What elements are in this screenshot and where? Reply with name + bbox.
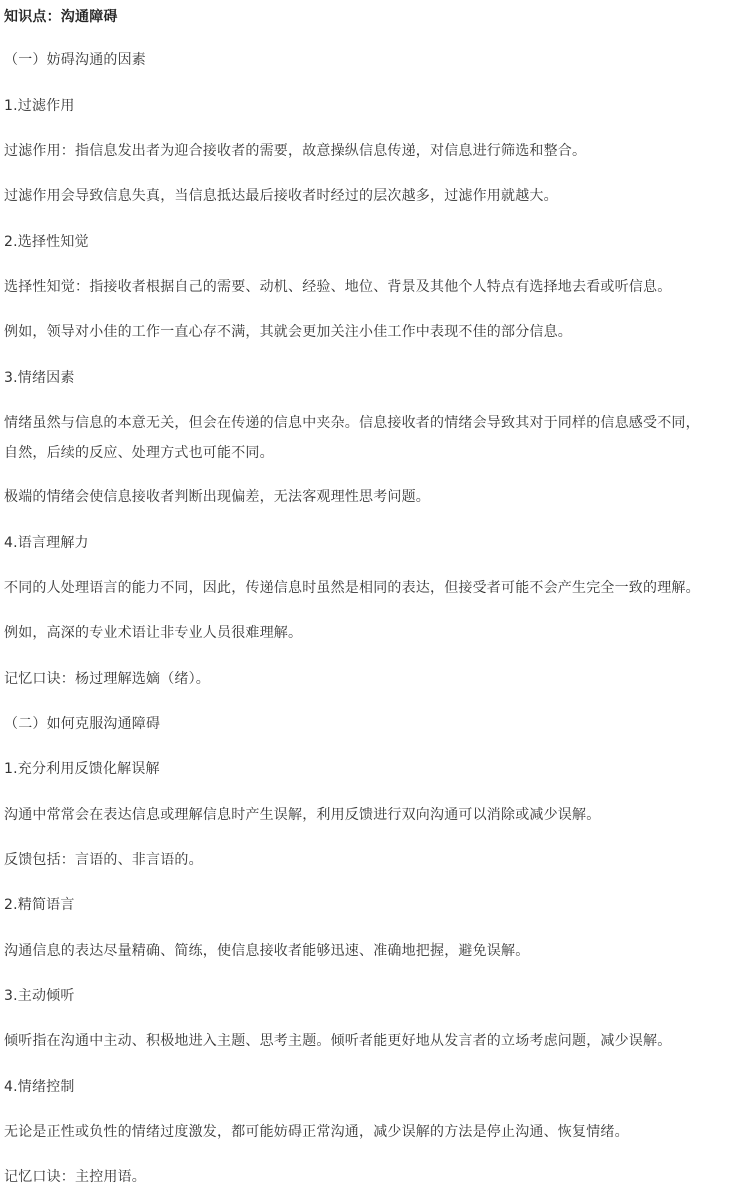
page-title: 知识点：沟通障碍 xyxy=(4,9,118,25)
mnemonic: 记忆口诀：杨过理解选嫡（绪）。 xyxy=(4,671,210,687)
subheading-active-listening: 3.主动倾听 xyxy=(4,988,75,1004)
subheading-selective-perception: 2.选择性知觉 xyxy=(4,234,89,250)
subheading-concise-language: 2.精简语言 xyxy=(4,897,75,913)
paragraph: 例如，领导对小佳的工作一直心存不满，其就会更加关注小佳工作中表现不佳的部分信息。 xyxy=(4,324,572,340)
paragraph: 不同的人处理语言的能力不同，因此，传递信息时虽然是相同的表达，但接受者可能不会产生完全一致的理解。 xyxy=(4,580,700,596)
paragraph: 选择性知觉：指接收者根据自己的需要、动机、经验、地位、背景及其他个人特点有选择地去看或听信息。 xyxy=(4,279,672,295)
paragraph: 倾听指在沟通中主动、积极地进入主题、思考主题。倾听者能更好地从发言者的立场考虑问题，减少误解。 xyxy=(4,1033,672,1049)
paragraph-continuation: 自然，后续的反应、处理方式也可能不同。 xyxy=(4,445,274,461)
subheading-emotion: 3.情绪因素 xyxy=(4,370,75,386)
mnemonic: 记忆口诀：主控用语。 xyxy=(4,1169,146,1185)
paragraph: 沟通中常常会在表达信息或理解信息时产生误解，利用反馈进行双向沟通可以消除或减少误解。 xyxy=(4,807,601,823)
paragraph: 无论是正性或负性的情绪过度激发，都可能妨碍正常沟通，减少误解的方法是停止沟通、恢复情绪。 xyxy=(4,1124,629,1140)
paragraph: 极端的情绪会使信息接收者判断出现偏差，无法客观理性思考问题。 xyxy=(4,489,430,505)
subheading-language: 4.语言理解力 xyxy=(4,535,89,551)
subheading-feedback: 1.充分利用反馈化解误解 xyxy=(4,761,160,777)
subheading-filtering: 1.过滤作用 xyxy=(4,98,75,114)
paragraph: 例如，高深的专业术语让非专业人员很难理解。 xyxy=(4,625,303,641)
paragraph: 情绪虽然与信息的本意无关，但会在传递的信息中夹杂。信息接收者的情绪会导致其对于同样的信息感受不同， xyxy=(4,415,700,431)
paragraph: 过滤作用：指信息发出者为迎合接收者的需要，故意操纵信息传递，对信息进行筛选和整合。 xyxy=(4,143,587,159)
paragraph: 反馈包括：言语的、非言语的。 xyxy=(4,852,203,868)
section-heading-factors: （一）妨碍沟通的因素 xyxy=(4,52,146,68)
section-heading-overcome: （二）如何克服沟通障碍 xyxy=(4,716,161,732)
paragraph: 沟通信息的表达尽量精确、简练，使信息接收者能够迅速、准确地把握，避免误解。 xyxy=(4,943,530,959)
paragraph: 过滤作用会导致信息失真，当信息抵达最后接收者时经过的层次越多，过滤作用就越大。 xyxy=(4,188,558,204)
subheading-emotion-control: 4.情绪控制 xyxy=(4,1079,75,1095)
